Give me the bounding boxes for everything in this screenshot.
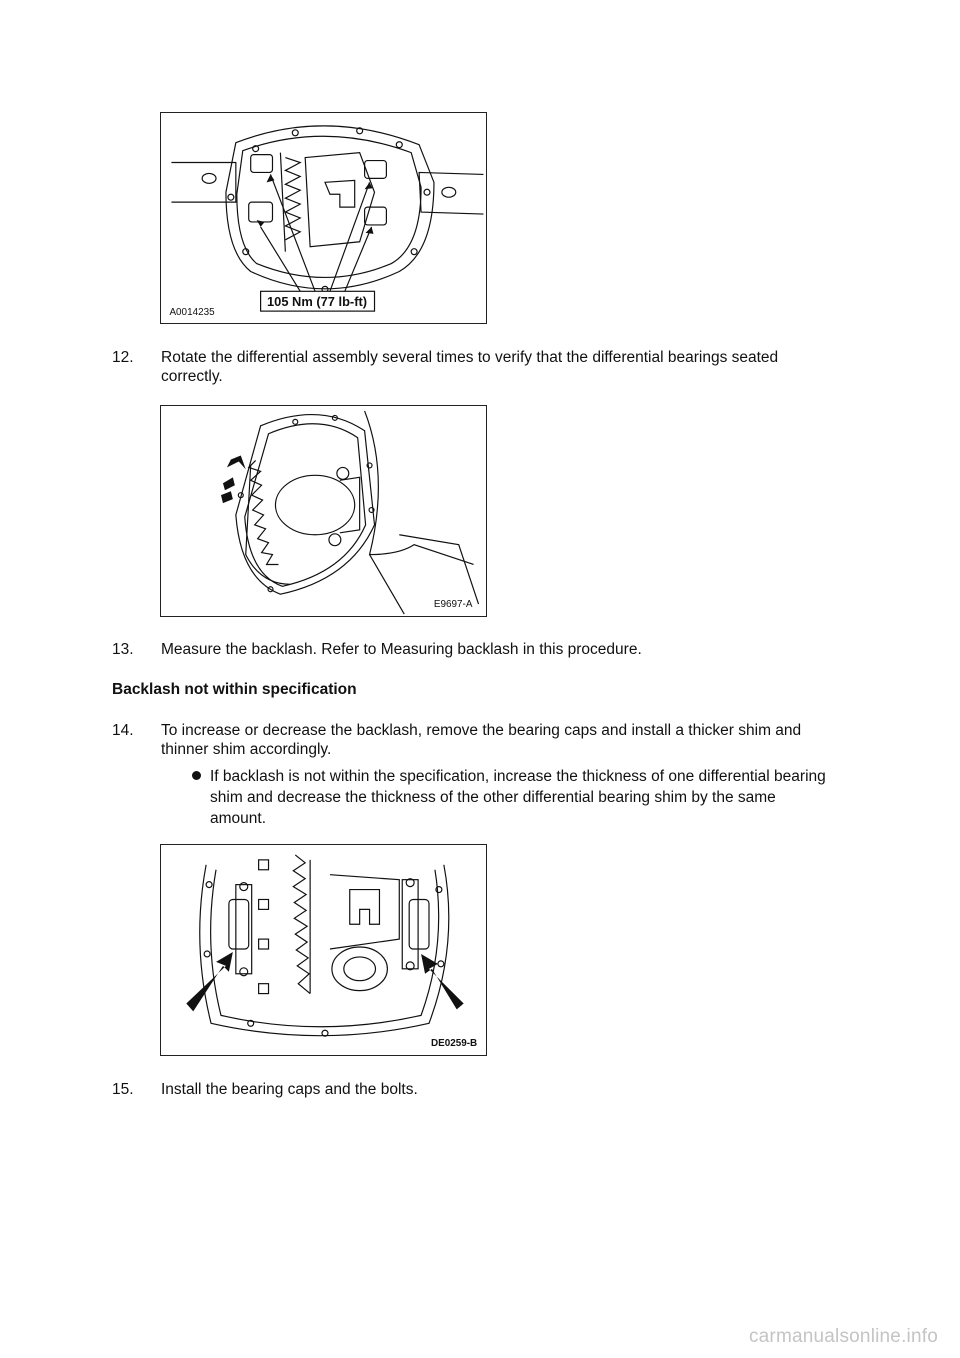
bullet-icon <box>192 771 201 780</box>
step-number: 14. <box>112 722 134 739</box>
watermark: carmanualsonline.info <box>748 1326 938 1347</box>
illustration-differential-shims <box>161 845 486 1055</box>
step-text: To increase or decrease the backlash, remove the bearing caps and install a thicker shim and thinner shim accordingly. <box>161 722 802 758</box>
step-number: 13. <box>112 641 134 658</box>
illustration-differential-rotation <box>161 406 486 616</box>
torque-callout: 105 Nm (77 lb-ft) <box>267 294 368 310</box>
step-12 <box>112 348 842 386</box>
figure-rotate-differential <box>160 405 487 617</box>
figure-bearing-cap-bolts <box>160 112 487 324</box>
figure-id: E9697-A <box>433 599 473 611</box>
bullet-text: If backlash is not within the specification, increase the thickness of one differential bearing shim and decrease the thickness of the other differential bearing shim by the same amount. <box>210 768 826 827</box>
step-13 <box>112 640 842 659</box>
step-text: Measure the backlash. Refer to Measuring backlash in this procedure. <box>161 641 642 658</box>
step-text: Install the bearing caps and the bolts. <box>161 1081 418 1098</box>
bullet-item <box>192 766 832 829</box>
figure-id: A0014235 <box>169 307 215 319</box>
illustration-differential-housing <box>161 113 486 323</box>
step-15 <box>112 1080 842 1099</box>
step-number: 15. <box>112 1081 134 1098</box>
figure-id: DE0259-B <box>430 1038 478 1050</box>
figure-bearing-shims <box>160 844 487 1056</box>
step-number: 12. <box>112 349 134 366</box>
step-text: Rotate the differential assembly several times to verify that the differential bearings seated correctly. <box>161 349 779 385</box>
section-heading: Backlash not within specification <box>112 681 357 698</box>
step-14 <box>112 721 842 759</box>
